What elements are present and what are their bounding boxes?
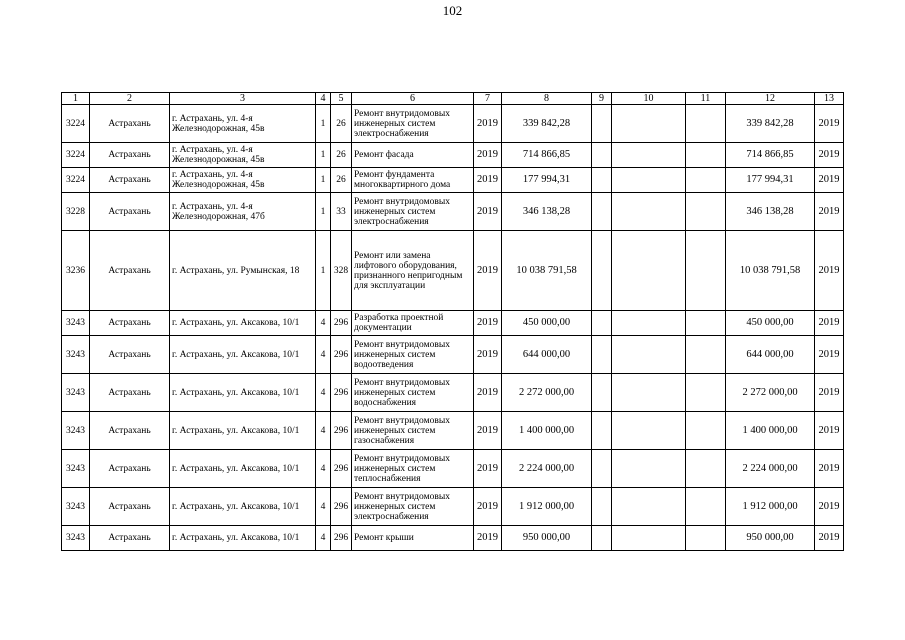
row-col9 xyxy=(592,311,612,336)
row-year: 2019 xyxy=(474,450,502,488)
row-col4: 1 xyxy=(316,193,331,231)
row-col11 xyxy=(686,143,726,168)
row-id: 3228 xyxy=(62,193,90,231)
header-cell: 12 xyxy=(726,93,815,105)
row-col11 xyxy=(686,193,726,231)
row-id: 3243 xyxy=(62,488,90,526)
row-id: 3243 xyxy=(62,336,90,374)
row-year: 2019 xyxy=(474,526,502,551)
row-work-type: Разработка проектной документации xyxy=(352,311,474,336)
row-city: Астрахань xyxy=(90,105,170,143)
row-city: Астрахань xyxy=(90,374,170,412)
row-col10 xyxy=(612,105,686,143)
row-col10 xyxy=(612,143,686,168)
table-row xyxy=(62,105,844,143)
row-col4: 4 xyxy=(316,336,331,374)
row-address: г. Астрахань, ул. Аксакова, 10/1 xyxy=(170,336,316,374)
header-row xyxy=(62,93,844,105)
row-col10 xyxy=(612,412,686,450)
row-id: 3243 xyxy=(62,450,90,488)
row-year-end: 2019 xyxy=(815,143,844,168)
row-work-type: Ремонт внутридомовых инженерных систем электроснабжения xyxy=(352,105,474,143)
row-city: Астрахань xyxy=(90,412,170,450)
row-col10 xyxy=(612,374,686,412)
row-work-type: Ремонт фундамента многоквартирного дома xyxy=(352,168,474,193)
row-col11 xyxy=(686,488,726,526)
row-amount: 339 842,28 xyxy=(502,105,592,143)
row-city: Астрахань xyxy=(90,231,170,311)
row-total: 177 994,31 xyxy=(726,168,815,193)
row-total: 2 224 000,00 xyxy=(726,450,815,488)
row-city: Астрахань xyxy=(90,143,170,168)
row-year: 2019 xyxy=(474,488,502,526)
row-amount: 644 000,00 xyxy=(502,336,592,374)
row-id: 3243 xyxy=(62,412,90,450)
row-amount: 2 224 000,00 xyxy=(502,450,592,488)
row-col9 xyxy=(592,488,612,526)
row-address: г. Астрахань, ул. 4-я Железнодорожная, 47б xyxy=(170,193,316,231)
header-cell: 13 xyxy=(815,93,844,105)
row-address: г. Астрахань, ул. 4-я Железнодорожная, 45в xyxy=(170,105,316,143)
row-col9 xyxy=(592,412,612,450)
row-city: Астрахань xyxy=(90,526,170,551)
row-col5: 328 xyxy=(331,231,352,311)
row-col11 xyxy=(686,311,726,336)
table-row xyxy=(62,193,844,231)
row-col5: 296 xyxy=(331,450,352,488)
table-row xyxy=(62,488,844,526)
header-cell: 8 xyxy=(502,93,592,105)
row-col4: 1 xyxy=(316,105,331,143)
row-amount: 346 138,28 xyxy=(502,193,592,231)
row-total: 644 000,00 xyxy=(726,336,815,374)
row-col5: 296 xyxy=(331,374,352,412)
table-body xyxy=(62,105,844,551)
row-col10 xyxy=(612,231,686,311)
row-col5: 296 xyxy=(331,488,352,526)
table-row xyxy=(62,231,844,311)
table-row xyxy=(62,526,844,551)
row-id: 3224 xyxy=(62,143,90,168)
row-work-type: Ремонт крыши xyxy=(352,526,474,551)
row-year-end: 2019 xyxy=(815,231,844,311)
row-col9 xyxy=(592,231,612,311)
row-address: г. Астрахань, ул. Аксакова, 10/1 xyxy=(170,450,316,488)
row-id: 3224 xyxy=(62,168,90,193)
row-col11 xyxy=(686,412,726,450)
row-amount: 1 400 000,00 xyxy=(502,412,592,450)
row-city: Астрахань xyxy=(90,193,170,231)
row-amount: 714 866,85 xyxy=(502,143,592,168)
row-city: Астрахань xyxy=(90,336,170,374)
row-work-type: Ремонт внутридомовых инженерных систем электроснабжения xyxy=(352,193,474,231)
row-col9 xyxy=(592,168,612,193)
table-row xyxy=(62,143,844,168)
row-total: 10 038 791,58 xyxy=(726,231,815,311)
row-col10 xyxy=(612,193,686,231)
header-cell: 3 xyxy=(170,93,316,105)
row-col5: 26 xyxy=(331,143,352,168)
row-col9 xyxy=(592,143,612,168)
table-header xyxy=(62,93,844,105)
row-col5: 296 xyxy=(331,526,352,551)
row-year: 2019 xyxy=(474,311,502,336)
row-year: 2019 xyxy=(474,168,502,193)
row-col11 xyxy=(686,336,726,374)
row-city: Астрахань xyxy=(90,311,170,336)
table-row xyxy=(62,374,844,412)
header-cell: 1 xyxy=(62,93,90,105)
row-total: 950 000,00 xyxy=(726,526,815,551)
row-col4: 1 xyxy=(316,168,331,193)
row-col11 xyxy=(686,168,726,193)
row-col9 xyxy=(592,526,612,551)
row-col9 xyxy=(592,374,612,412)
header-cell: 2 xyxy=(90,93,170,105)
row-city: Астрахань xyxy=(90,450,170,488)
row-address: г. Астрахань, ул. Аксакова, 10/1 xyxy=(170,311,316,336)
row-year-end: 2019 xyxy=(815,193,844,231)
row-year: 2019 xyxy=(474,231,502,311)
row-col11 xyxy=(686,374,726,412)
row-year: 2019 xyxy=(474,105,502,143)
capital-repair-table xyxy=(61,92,844,551)
table-row xyxy=(62,311,844,336)
row-col10 xyxy=(612,311,686,336)
row-address: г. Астрахань, ул. Аксакова, 10/1 xyxy=(170,412,316,450)
row-col5: 296 xyxy=(331,336,352,374)
row-year: 2019 xyxy=(474,374,502,412)
row-amount: 450 000,00 xyxy=(502,311,592,336)
row-address: г. Астрахань, ул. Аксакова, 10/1 xyxy=(170,526,316,551)
row-id: 3243 xyxy=(62,374,90,412)
row-col10 xyxy=(612,168,686,193)
row-year-end: 2019 xyxy=(815,412,844,450)
row-col9 xyxy=(592,105,612,143)
row-total: 714 866,85 xyxy=(726,143,815,168)
row-col10 xyxy=(612,526,686,551)
row-col11 xyxy=(686,105,726,143)
row-id: 3224 xyxy=(62,105,90,143)
row-work-type: Ремонт внутридомовых инженерных систем водоснабжения xyxy=(352,374,474,412)
row-id: 3243 xyxy=(62,311,90,336)
row-id: 3236 xyxy=(62,231,90,311)
row-col4: 4 xyxy=(316,412,331,450)
row-total: 2 272 000,00 xyxy=(726,374,815,412)
row-amount: 2 272 000,00 xyxy=(502,374,592,412)
row-work-type: Ремонт внутридомовых инженерных систем газоснабжения xyxy=(352,412,474,450)
row-total: 346 138,28 xyxy=(726,193,815,231)
row-amount: 950 000,00 xyxy=(502,526,592,551)
table-row xyxy=(62,412,844,450)
row-year-end: 2019 xyxy=(815,311,844,336)
row-col4: 4 xyxy=(316,374,331,412)
row-col5: 296 xyxy=(331,412,352,450)
table-row xyxy=(62,450,844,488)
row-col9 xyxy=(592,450,612,488)
header-cell: 10 xyxy=(612,93,686,105)
row-col5: 26 xyxy=(331,168,352,193)
row-city: Астрахань xyxy=(90,168,170,193)
row-year-end: 2019 xyxy=(815,450,844,488)
row-address: г. Астрахань, ул. 4-я Железнодорожная, 45в xyxy=(170,143,316,168)
row-total: 339 842,28 xyxy=(726,105,815,143)
row-address: г. Астрахань, ул. Аксакова, 10/1 xyxy=(170,374,316,412)
row-col4: 1 xyxy=(316,231,331,311)
row-col5: 26 xyxy=(331,105,352,143)
row-year-end: 2019 xyxy=(815,488,844,526)
row-city: Астрахань xyxy=(90,488,170,526)
header-cell: 4 xyxy=(316,93,331,105)
row-col11 xyxy=(686,450,726,488)
row-col5: 296 xyxy=(331,311,352,336)
row-work-type: Ремонт фасада xyxy=(352,143,474,168)
row-address: г. Астрахань, ул. Аксакова, 10/1 xyxy=(170,488,316,526)
header-cell: 5 xyxy=(331,93,352,105)
row-work-type: Ремонт внутридомовых инженерных систем водоотведения xyxy=(352,336,474,374)
table-row xyxy=(62,336,844,374)
row-year-end: 2019 xyxy=(815,168,844,193)
row-year-end: 2019 xyxy=(815,105,844,143)
row-col10 xyxy=(612,336,686,374)
row-total: 1 400 000,00 xyxy=(726,412,815,450)
row-id: 3243 xyxy=(62,526,90,551)
row-address: г. Астрахань, ул. Румынская, 18 xyxy=(170,231,316,311)
row-col9 xyxy=(592,193,612,231)
row-col4: 4 xyxy=(316,526,331,551)
row-col11 xyxy=(686,526,726,551)
row-work-type: Ремонт или замена лифтового оборудования, признанного непригодным для эксплуатации xyxy=(352,231,474,311)
row-col5: 33 xyxy=(331,193,352,231)
row-col10 xyxy=(612,488,686,526)
header-cell: 7 xyxy=(474,93,502,105)
row-total: 450 000,00 xyxy=(726,311,815,336)
row-col10 xyxy=(612,450,686,488)
row-work-type: Ремонт внутридомовых инженерных систем теплоснабжения xyxy=(352,450,474,488)
row-address: г. Астрахань, ул. 4-я Железнодорожная, 45в xyxy=(170,168,316,193)
row-col9 xyxy=(592,336,612,374)
row-year-end: 2019 xyxy=(815,374,844,412)
row-year: 2019 xyxy=(474,193,502,231)
header-cell: 6 xyxy=(352,93,474,105)
row-amount: 1 912 000,00 xyxy=(502,488,592,526)
row-year: 2019 xyxy=(474,412,502,450)
row-col11 xyxy=(686,231,726,311)
row-year: 2019 xyxy=(474,143,502,168)
header-cell: 9 xyxy=(592,93,612,105)
row-year-end: 2019 xyxy=(815,526,844,551)
row-col4: 4 xyxy=(316,450,331,488)
header-cell: 11 xyxy=(686,93,726,105)
row-amount: 10 038 791,58 xyxy=(502,231,592,311)
row-year-end: 2019 xyxy=(815,336,844,374)
row-col4: 1 xyxy=(316,143,331,168)
row-col4: 4 xyxy=(316,488,331,526)
page-number: 102 xyxy=(442,3,463,18)
row-work-type: Ремонт внутридомовых инженерных систем электроснабжения xyxy=(352,488,474,526)
row-total: 1 912 000,00 xyxy=(726,488,815,526)
table-row xyxy=(62,168,844,193)
row-amount: 177 994,31 xyxy=(502,168,592,193)
row-col4: 4 xyxy=(316,311,331,336)
row-year: 2019 xyxy=(474,336,502,374)
